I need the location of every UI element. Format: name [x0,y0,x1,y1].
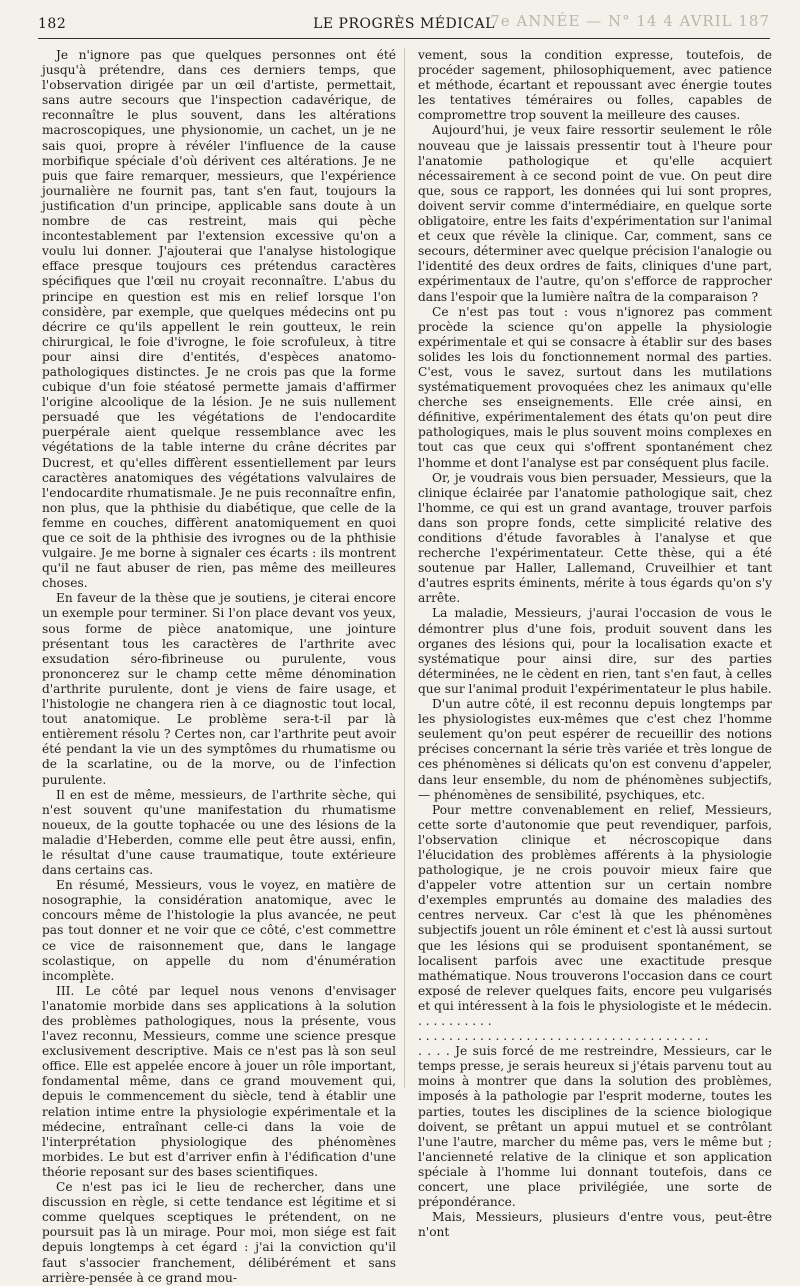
paragraph: Mais, Messieurs, plusieurs d'entre vous, peut-être n'ont [418,1210,772,1240]
paragraph: En faveur de la thèse que je soutiens, je citerai encore un exemple pour terminer. Si l'on place devant vos yeux, sous forme de pièce anatomique, une jointure présentant tous les caractères de l'arthrite avec exsudation séro-fibrineuse ou purulente, vous prononcerez sur le champ cette même dénomination d'arthrite purulente, dont je viens de faire usage, et l'histologie ne changera rien à ce diagnostic tout local, tout anatomique. Le problème sera-t-il par là entièrement résolu ? Certes non, car l'arthrite peut avoir été pendant la vie un des symptômes du rhumatisme ou de la scarlatine, ou de la morve, ou de l'infection purulente. [42,591,396,787]
paragraph: Pour mettre convenablement en relief, Messieurs, cette sorte d'autonomie que peut revendiquer, parfois, l'observation clinique et nécroscopique dans l'élucidation des problèmes afférents à la physiologie pathologique, je ne crois pouvoir mieux faire que d'appeler votre attention sur un certain nombre d'exemples empruntés au domaine des maladies des centres nerveux. Car c'est là que les phénomènes subjectifs jouent un rôle éminent et c'est là aussi surtout que les lésions qui se produisent spontanément, se localisent parfois avec une exactitude presque mathématique. Nous trouverons l'occasion dans ce court exposé de relever quelques faits, encore peu vulgarisés et qui intéressent à la fois le physiologiste et le médecin. . . . . . . . . . . [418,802,772,1028]
paragraph: D'un autre côté, il est reconnu depuis longtemps par les physiologistes eux-mêmes que c'est chez l'homme seulement qu'on peut espérer de recueillir des notions précises concernant la série très variée et très longue de ces phénomènes si délicats qu'on est convenu d'appeler, dans leur ensemble, du nom de phénomènes subjectifs, — phénomènes de sensibilité, psychiques, etc. [418,697,772,802]
paragraph: vement, sous la condition expresse, toutefois, de procéder sagement, philosophiquement, avec patience et méthode, écartant et repoussant avec énergie toutes les tentatives téméraires ou folles, capables de compromettre trop souvent la meilleure des causes. [418,48,772,123]
paragraph: III. Le côté par lequel nous venons d'envisager l'anatomie morbide dans ses applications à la solution des problèmes pathologiques, nous la présente, vous l'avez reconnu, Messieurs, comme une science presque exclusivement descriptive. Mais ce n'est pas là son seul office. Elle est appelée encore à jouer un rôle important, fondamental même, dans ce grand mouvement qui, depuis le commencement du siècle, tend à établir une relation intime entre la physiologie expérimentale et la médecine, entraînant celle-ci dans la voie de l'interprétation physiologique des phénomènes morbides. Le but est d'arriver enfin à l'édification d'une théorie reposant sur des bases scientifiques. [42,983,396,1179]
paragraph: La maladie, Messieurs, j'aurai l'occasion de vous le démontrer plus d'une fois, produit souvent dans les organes des lésions qui, pour la localisation exacte et systématique pour ainsi dire, sur des parties déterminées, ne le cèdent en rien, tant s'en faut, à celles que sur l'animal produit l'expérimentateur le plus habile. [418,606,772,696]
right-column [418,48,772,1240]
header-rule [38,38,770,39]
paragraph: Il en est de même, messieurs, de l'arthrite sèche, qui n'est souvent qu'une manifestation du rhumatisme noueux, de la goutte tophacée ou une des lésions de la maladie d'Heberden, comme elle peut être aussi, enfin, le résultat d'une cause traumatique, toute extérieure dans certains cas. [42,787,396,878]
paragraph: Ce n'est pas ici le lieu de rechercher, dans une discussion en règle, si cette tendance est légitime et si comme quelques sceptiques le prétendent, on ne poursuit pas là un mirage. Pour moi, mon siége est fait depuis longtemps à cet égard : j'ai la conviction qu'il faut s'associer franchement, délibérément et sans arrière-pensée à ce grand mou- [42,1180,396,1285]
page-header [38,10,770,40]
paragraph: Aujourd'hui, je veux faire ressortir seulement le rôle nouveau que je laissais pressentir tout à l'heure pour l'anatomie pathologique et qu'elle acquiert nécessairement à ce second point de vue. On peut dire que, sous ce rapport, les données qui lui sont propres, doivent servir comme d'intermédiaire, en quelque sorte obligatoire, entre les faits d'expérimentation sur l'animal et ceux que révèle la clinique. Car, comment, sans ce secours, déterminer avec quelque précision l'analogie ou l'identité des deux ordres de faits, cliniques d'une part, expérimentaux de l'autre, qu'on s'efforce de rapprocher dans l'espoir que la lumière naîtra de la comparaison ? [418,123,772,304]
ellipsis-line: . . . . . . . . . . . . . . . . . . . . . . . . . . . . . . . . . . . . . . [418,1029,709,1044]
bleed-through-text: 7e ANNÉE — N° 14 4 AVRIL 187 [490,12,770,30]
paragraph: En résumé, Messieurs, vous le voyez, en matière de nosographie, la considération anatomique, avec le concours même de l'histologie la plus avancée, ne peut pas tout donner et ne voir que ce côté, c'est commettre ce vice de raisonnement que, dans le langage scolastique, on appelle du nom d'énumération incomplète. [42,878,396,983]
paragraph: Je n'ignore pas que quelques personnes ont été jusqu'à prétendre, dans ces derniers temps, que l'observation dirigée par un œil d'artiste, permettait, sans autre secours que l'inspection cadavérique, de reconnaître le plus souvent, dans les altérations macroscopiques, une physionomie, un cachet, un je ne sais quoi, propre à révéler l'influence de la cause morbifique spéciale d'où dérivent ces altérations. Je ne puis que faire remarquer, messieurs, que l'expérience journalière ne fournit pas, tant s'en faut, toujours la justification d'un principe, applicable sans doute à un nombre de cas restreint, mais qui pèche incontestablement par l'extension excessive qu'on a voulu lui donner. J'ajouterai que l'analyse histologique efface presque toujours ces prétendus caractères spécifiques que l'œil nu croyait reconnaître. L'abus du principe en question est mis en relief lorsque l'on considère, par exemple, que quelques médecins ont pu décrire ce qu'ils appellent le rein goutteux, le rein chirurgical, le foie d'ivrogne, le foie scrofuleux, à titre pour ainsi dire d'entités, d'espèces anatomo-pathologiques distinctes. Je ne crois pas que la forme cubique d'un foie stéatosé permette jamais d'affirmer l'origine alcoolique de la lésion. Je ne suis nullement persuadé que les végétations de l'endocardite puerpérale aient quelque ressemblance avec les végétations de la table interne du crâne décrites par Ducrest, et qu'elles diffèrent essentiellement par leurs caractères anatomiques des végétations valvulaires de l'endocardite rhumatismale. Je ne puis reconnaître enfin, non plus, que la phthisie du diabétique, que celle de la femme en couches, diffèrent anatomiquement en quoi que ce soit de la phthisie des ivrognes ou de la phthisie vulgaire. Je me borne à signaler ces écarts : ils montrent qu'il ne faut abuser de rien, pas même des meilleures choses. [42,48,396,591]
paragraph: Ce n'est pas tout : vous n'ignorez pas comment procède la science qu'on appelle la physiologie expérimentale et qui se consacre à établir sur des bases solides les lois du fonctionnement normal des parties. C'est, vous le savez, surtout dans les mutilations systématiquement provoquées chez les animaux qu'elle cherche ses enseignements. Elle crée ainsi, en définitive, expérimentalement des états qu'on peut dire pathologiques, mais le plus souvent moins complexes en tout cas que ceux qui s'offrent spontanément chez l'homme et dont l'analyse est par conséquent plus facile. [418,304,772,470]
page-number: 182 [38,16,67,32]
column-divider [404,48,405,1088]
paragraph: Or, je voudrais vous bien persuader, Messieurs, que la clinique éclairée par l'anatomie pathologique sait, chez l'homme, ce qui est un grand avantage, trouver parfois dans son propre fonds, cette simplicité relative des conditions d'étude favorables à l'analyse et que recherche l'expérimentateur. Cette thèse, qui a été soutenue par Haller, Lallemand, Cruveilhier et tant d'autres esprits éminents, mérite à tous égards qu'on s'y arrête. [418,470,772,606]
left-column [42,48,396,1286]
journal-title: LE PROGRÈS MÉDICAL [313,16,495,32]
paragraph: . . . . Je suis forcé de me restreindre, Messieurs, car le temps presse, je serais heureux si j'étais parvenu tout au moins à montrer que dans la solution des problèmes, imposés à la pathologie par l'esprit moderne, toutes les parties, toutes les disciplines de la science biologique doivent, se prêtant un appui mutuel et se contrôlant l'une l'autre, marcher du même pas, vers le même but ; l'ancienneté relative de la clinique et son application spéciale à l'homme lui donnant toutefois, dans ce concert, une place privilégiée, une sorte de prépondérance. [418,1044,772,1210]
